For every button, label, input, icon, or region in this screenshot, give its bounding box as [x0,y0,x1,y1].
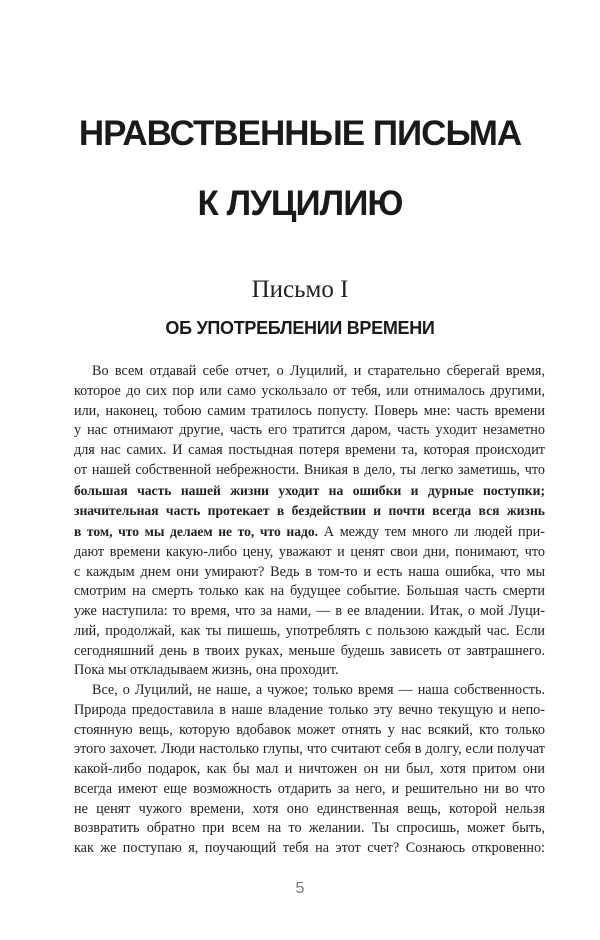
text: Во всем отдавай себе отчет, о Луцилий, и старательно сберегай время, [92,363,545,379]
bold-text: большая часть нашей жизни уходит на ошибки и дурные поступки; [74,482,545,498]
text-line [74,740,545,760]
text-line [74,461,545,481]
text: какой-либо подарок, как бы мал и ничтожен он ни был, хотя притом они [74,761,545,777]
text: этого захочет. Люди настолько глупы, что считают себя в долгу, если получат [74,741,545,758]
bold-text: значительная часть протекает в бездействии и почти всегда вся жизнь [74,503,545,519]
text: Природа предоставила в наше владение только эту вечно текущую и непо- [74,701,545,718]
text-line [74,382,545,402]
text-line [74,800,545,820]
text: лий, продолжай, как ты пишешь, употреблять с пользою каждый час. Если [74,622,545,639]
text-line [74,760,545,780]
text-line [74,661,545,681]
book-title-line-1: НРАВСТВЕННЫЕ ПИСЬМА [78,114,522,153]
text-line [74,839,545,859]
text: всегда имеют еще возможность отдарить за него, и решительно ни во что [74,780,545,797]
text: от нашей собственной небрежности. Вникая в дело, ты легко заметишь, что [74,461,545,478]
text: сегодняшний день в твоих руках, меньше будешь зависеть от завтрашнего. [74,642,545,659]
text: уже наступила: то время, что за нами, — в ее владении. Итак, о мой Луци- [74,603,545,619]
text: у нас отнимают другие, часть его тратится даром, часть уходит незаметно [74,422,545,439]
text-line [74,441,545,461]
letter-heading: Письмо I [251,276,349,303]
text-line [74,721,545,741]
text: не ценят чужого времени, хотя оно единственная вещь, которой нельзя [74,800,545,817]
text-line [74,819,545,839]
text-line [74,501,545,522]
text: возвратить обратно при всем на то желании. Ты спросишь, может быть, [74,820,545,837]
text: дают времени какую-либо цену, уважают и ценят свои дни, понимают, что [74,543,545,560]
text-line [74,622,545,642]
text-line [74,543,545,563]
text: для нас самих. И самая постыдная потеря времени та, которая происходит [74,442,545,458]
body-text [74,362,545,859]
text-line [74,701,545,721]
text: смотрим на смерть только как на будущее событие. Большая часть смерти [74,583,545,600]
book-title-line-2: К ЛУЦИЛИЮ [197,184,403,223]
text-line [74,582,545,602]
text-line [74,681,545,701]
text-line [74,402,545,422]
text: Пока мы откладываем жизнь, она проходит. [74,662,339,679]
text-line [74,421,545,441]
text-line [74,481,545,502]
letter-title: ОБ УПОТРЕБЛЕНИИ ВРЕМЕНИ [165,318,435,338]
page-number: 5 [295,880,305,897]
bold-text: в том, что мы делаем не то, что надо. [74,524,319,539]
text-line [74,642,545,662]
text: или, наконец, тобою самим тратилось попусту. Поверь мне: часть времени [74,402,545,419]
text-line [74,602,545,622]
text: Все, о Луцилий, не наше, а чужое; только время — наша собственность. [92,682,545,698]
text: которое до сих пор или само ускользало от тебя, или отнималось другими, [74,382,545,399]
text-line [74,780,545,800]
text: А между тем много ли людей при- [318,524,546,540]
text: стоянную вещь, которую вдобавок может отнять у нас всякий, кто только [74,721,545,738]
text-line [74,362,545,382]
text: с каждым днем они умирают? Ведь в том-то и есть наша ошибка, что мы [74,563,545,580]
text-line [74,563,545,583]
text-line [74,522,545,543]
text: как же поступаю я, поучающий тебя на этот счет? Сознаюсь откровенно: [74,840,545,856]
